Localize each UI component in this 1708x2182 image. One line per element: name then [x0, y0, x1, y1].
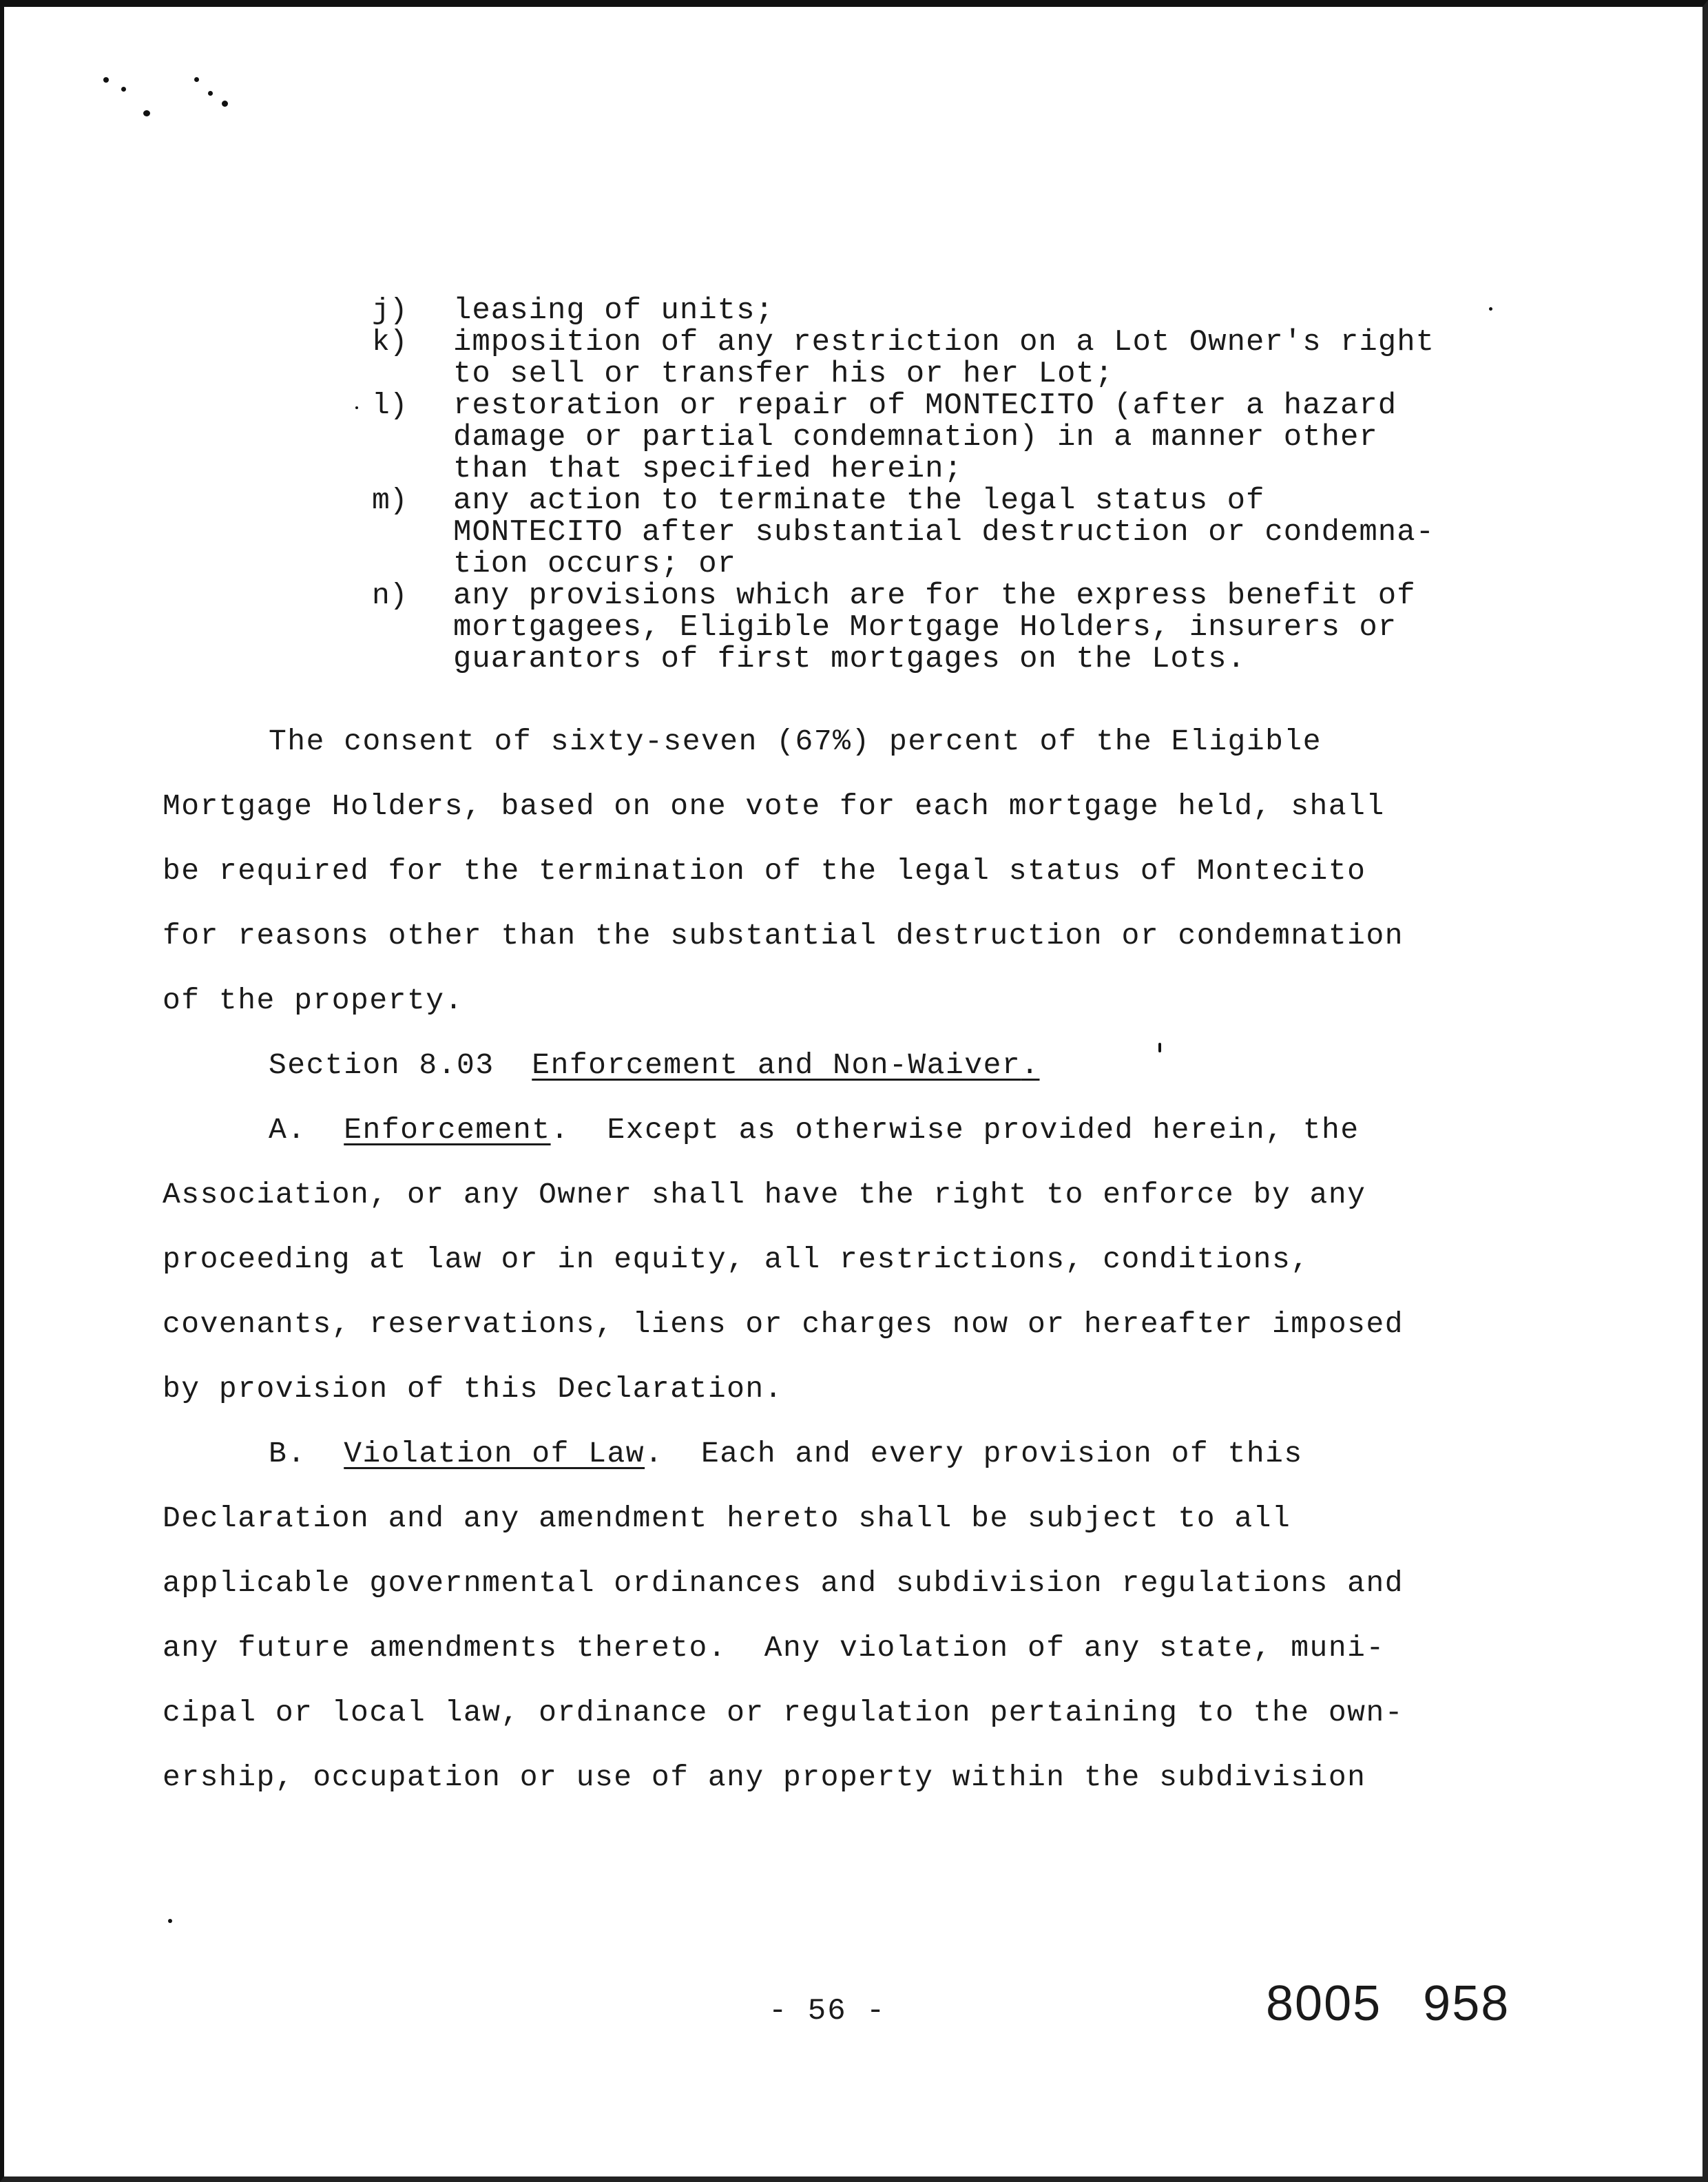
consent-paragraph-line: The consent of sixty-seven (67%) percent of the Eligible	[269, 725, 1322, 758]
para-a-line: Association, or any Owner shall have the right to enforce by any	[163, 1178, 1366, 1212]
list-text: restoration or repair of MONTECITO (after a hazard damage or partial condemnation) in a manner other than that specified herein;	[453, 388, 1397, 486]
section-title-period: .	[1021, 1048, 1040, 1082]
list-letter: m)	[372, 484, 408, 517]
para-b-line: any future amendments thereto. Any violation of any state, muni-	[163, 1631, 1385, 1665]
para-b-line: Declaration and any amendment hereto shall be subject to all	[163, 1502, 1291, 1535]
list-text: any action to terminate the legal status of MONTECITO after substantial destruction or condemna- tion occurs; or	[453, 484, 1435, 581]
scan-speck	[194, 77, 199, 82]
scan-speck	[208, 91, 213, 96]
list-letter: n)	[372, 579, 408, 612]
page-number: - 56 -	[769, 1994, 886, 2028]
para-a-first-line	[163, 1098, 1499, 1163]
list-item-l	[372, 390, 1556, 485]
consent-paragraph-line: of the property.	[163, 984, 464, 1017]
scan-speck	[355, 406, 358, 409]
list-item-j	[372, 295, 1556, 326]
para-a-line: proceeding at law or in equity, all restrictions, conditions,	[163, 1243, 1310, 1276]
para-a-label: A.	[269, 1113, 306, 1147]
section-heading	[163, 1033, 1499, 1098]
para-a-line: covenants, reservations, liens or charges now or hereafter imposed	[163, 1307, 1404, 1341]
para-b-line: ership, occupation or use of any property within the subdivision	[163, 1760, 1366, 1794]
consent-paragraph-line: Mortgage Holders, based on one vote for each mortgage held, shall	[163, 789, 1385, 823]
list-letter: l)	[372, 388, 408, 422]
enumerated-list	[372, 295, 1556, 675]
section-number: Section 8.03	[269, 1048, 494, 1082]
document-stamp-number	[1266, 1975, 1510, 2032]
list-item-m	[372, 485, 1556, 580]
list-letter: j)	[372, 293, 408, 327]
list-letter: k)	[372, 325, 408, 359]
scan-speck	[121, 87, 126, 92]
section-title-text: Enforcement and Non-Waiver	[532, 1048, 1021, 1082]
list-item-k	[372, 326, 1556, 390]
list-text: any provisions which are for the express benefit of mortgagees, Eligible Mortgage Holders, insurers or guarantors of first mortgages on the Lots.	[453, 579, 1416, 676]
scan-speck	[222, 101, 228, 107]
para-b-line: cipal or local law, ordinance or regulation pertaining to the own-	[163, 1696, 1404, 1729]
list-item-n	[372, 580, 1556, 675]
scan-speck	[143, 110, 150, 116]
para-b-label: B.	[269, 1437, 306, 1471]
para-b-first-line	[163, 1422, 1499, 1486]
para-b-first-rest: . Each and every provision of this	[645, 1437, 1303, 1471]
para-b-heading: Violation of Law	[344, 1437, 645, 1471]
scan-speck	[103, 77, 109, 83]
section-title	[532, 1048, 1039, 1082]
document-body	[163, 709, 1499, 1810]
stamp-right: 958	[1423, 1976, 1510, 2031]
para-b-line: applicable governmental ordinances and subdivision regulations and	[163, 1566, 1404, 1600]
list-text: imposition of any restriction on a Lot Owner's right to sell or transfer his or her Lot;	[453, 325, 1435, 391]
para-a-first-rest: . Except as otherwise provided herein, the	[550, 1113, 1360, 1147]
para-a-heading: Enforcement	[344, 1113, 551, 1147]
consent-paragraph-line: be required for the termination of the legal status of Montecito	[163, 854, 1366, 888]
para-a-line: by provision of this Declaration.	[163, 1372, 784, 1406]
consent-paragraph-line: for reasons other than the substantial destruction or condemnation	[163, 919, 1404, 953]
list-text: leasing of units;	[453, 293, 774, 328]
scan-speck	[168, 1919, 172, 1923]
stamp-left: 8005	[1266, 1976, 1382, 2031]
